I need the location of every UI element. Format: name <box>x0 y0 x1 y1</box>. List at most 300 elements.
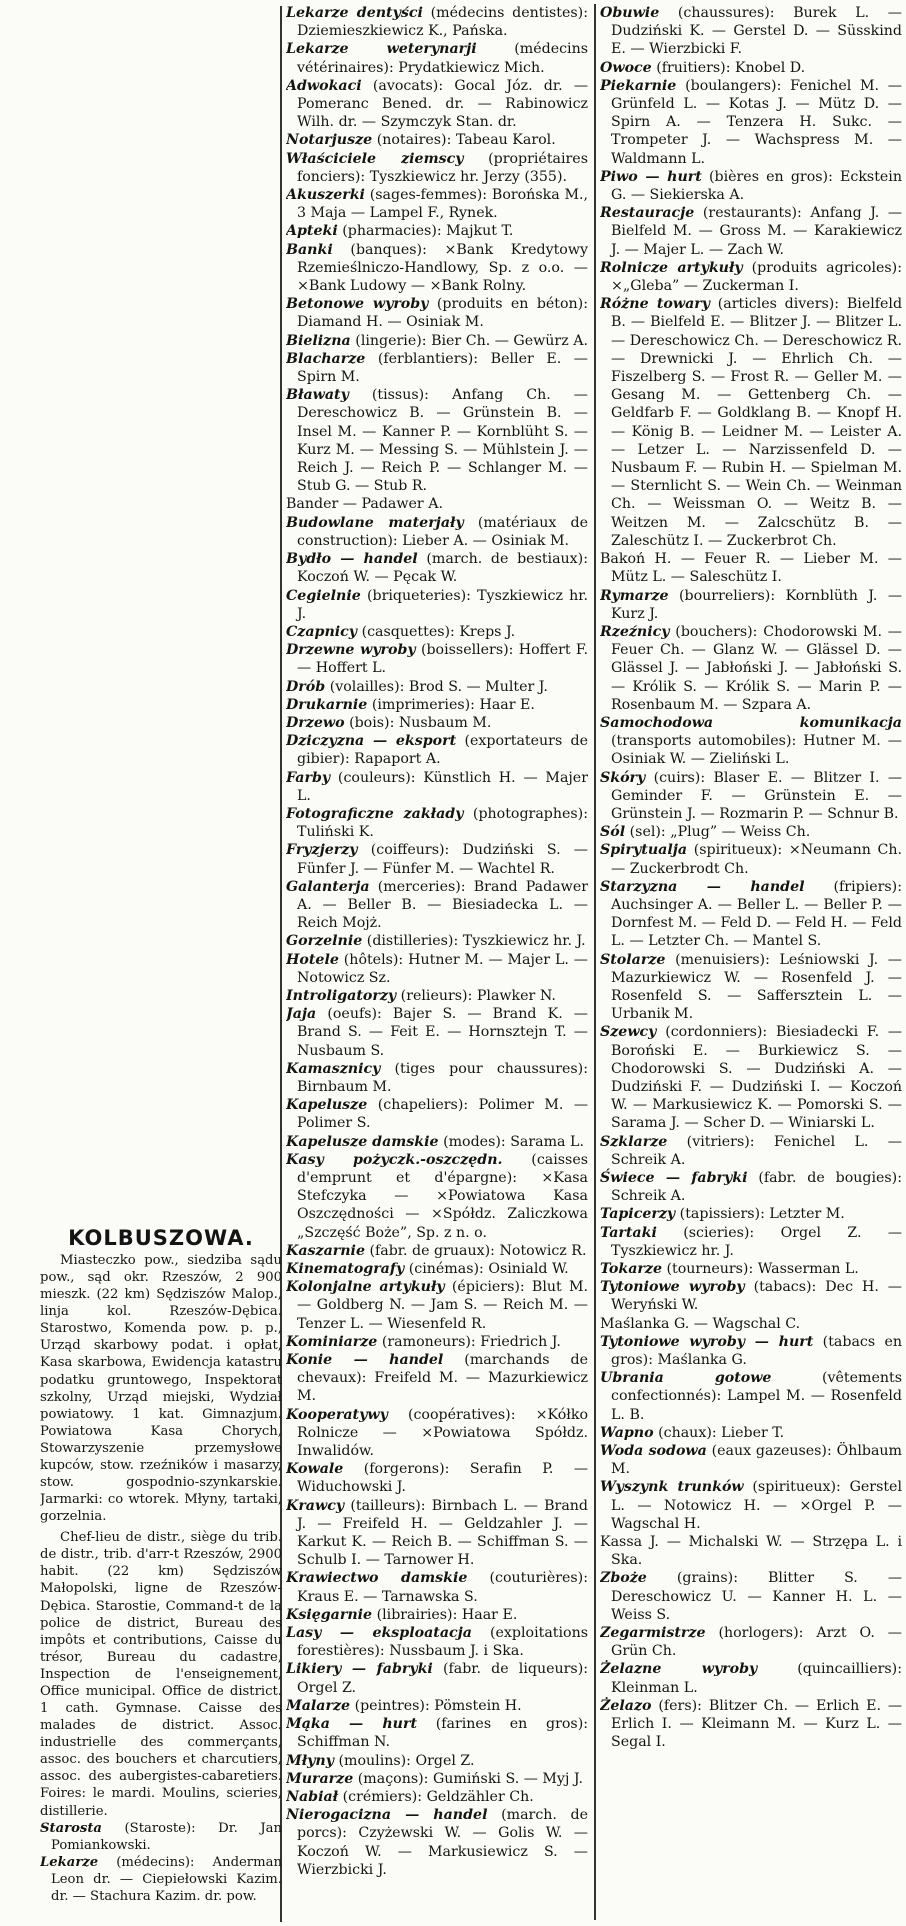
entry-translation: (volailles): <box>329 678 405 695</box>
entry-heading: Drzewne wyroby <box>286 642 416 659</box>
entry-heading: Stolarze <box>600 951 666 968</box>
entry-names: Kleinman L. <box>611 1679 698 1696</box>
entry-translation: (spiritueux): <box>752 1479 841 1496</box>
entry-names: Rapaport A. <box>354 751 441 768</box>
entry-translation: (coiffeurs): <box>370 842 450 859</box>
entry-translation: (fabr. de bougies): <box>758 1170 902 1186</box>
entry-names: Dziemieszkiewicz K., Pańska. <box>297 23 508 40</box>
directory-entry <box>600 1660 902 1696</box>
entry-names: Hutner M. — Majer L. — Notowicz Sz. <box>297 951 588 986</box>
entry-heading: Nierogacizna — handel <box>286 1807 488 1824</box>
entry-translation: (modes): <box>443 1133 506 1150</box>
directory-entry <box>286 40 588 76</box>
directory-entry <box>286 1497 588 1570</box>
entry-names: Kraus E. — Tarnawska S. <box>297 1588 478 1605</box>
entry-translation: (ramoneurs): <box>381 1333 476 1350</box>
entry-heading: Tytoniowe wyroby <box>600 1279 745 1296</box>
entry-heading: Kapelusze damskie <box>286 1133 439 1150</box>
entry-translation: (exportateurs de gibier): <box>297 733 588 768</box>
entry-heading: Właściciele ziemscy <box>286 150 464 167</box>
entry-heading: Piwo — hurt <box>600 168 702 185</box>
entry-heading: Banki <box>286 241 333 258</box>
entry-names: Bakoń H. — Feuer R. — Lieber M. — Mütz L. — Saleschütz I. <box>600 551 902 586</box>
entry-names: „Plug” — Weiss Ch. <box>670 824 811 841</box>
entry-heading: Tapicerzy <box>600 1206 676 1223</box>
entry-translation: (propriétaires fonciers): <box>297 150 588 185</box>
directory-entry <box>600 1478 902 1533</box>
directory-entry <box>600 1315 902 1333</box>
entry-heading: Drzewo <box>286 714 345 731</box>
entry-heading: Dziczyzna — eksport <box>286 733 457 750</box>
entry-translation: (fripiers): <box>833 878 902 895</box>
entry-names: Notowicz R. <box>499 1242 587 1259</box>
directory-entry <box>600 1533 902 1569</box>
entry-heading: Krawcy <box>286 1497 345 1514</box>
entry-names: Haar E. <box>479 696 535 713</box>
entry-names: Auchsinger A. — Beller L. — Beller P. — Dornfest M. — Feld D. — Feld H. — Feld L. — Letzter Ch. — Mantel S. <box>611 896 902 950</box>
entry-translation: (articles divers): <box>717 296 840 313</box>
entry-names: Friedrich J. <box>480 1333 561 1350</box>
entry-names: Beller E. — Spirn M. <box>297 350 588 386</box>
directory-entry <box>286 1351 588 1406</box>
directory-entry <box>286 1697 588 1715</box>
entry-translation: (grains): <box>676 1570 738 1587</box>
entry-names: Sarama L. <box>510 1133 584 1150</box>
entry-names: Majkut T. <box>446 223 514 240</box>
entry-translation: (cinémas): <box>408 1261 484 1278</box>
entry-names: Pömstein H. <box>434 1697 522 1714</box>
entry-names: Fenichel M. — Grünfeld L. — Kotas J. — Mütz D. — Spirn A. — Tenzera H. Sukc. — Trompeter J. — Wachspress M. — Waldmann L. <box>611 77 902 167</box>
directory-entry <box>600 1624 902 1660</box>
directory-entry <box>600 550 902 586</box>
entry-heading: Lekarze weterynarji <box>286 41 477 58</box>
directory-entry <box>600 823 902 841</box>
entry-translation: (spiritueux): <box>693 842 783 859</box>
entry-heading: Notarjusze <box>286 132 373 149</box>
directory-entry <box>600 295 902 550</box>
directory-entry <box>600 1442 902 1478</box>
entry-translation: (couturières): <box>489 1570 588 1587</box>
entry-heading: Rymarze <box>600 587 669 604</box>
entry-names: Gerstel L. — Notowicz H. — ×Orgel P. — Wagschal H. <box>611 1479 902 1532</box>
entry-translation: (scieries): <box>683 1224 755 1241</box>
entry-names: Schreik A. <box>611 1188 686 1205</box>
directory-entry <box>286 1333 588 1351</box>
entry-translation: (lingerie): <box>355 332 427 349</box>
entry-heading: Kinematografy <box>286 1261 405 1278</box>
entry-names: Geldzähler Ch. <box>426 1788 534 1805</box>
entry-translation: (peintres): <box>354 1697 430 1714</box>
entry-heading: Rzeźnicy <box>600 623 670 640</box>
entry-heading: Nabiał <box>286 1788 339 1805</box>
directory-entry <box>600 1205 902 1223</box>
entry-names: Anfang J. — Bielfeld M. — Gross M. — Karakiewicz J. — Majer L. — Zach W. <box>611 205 902 258</box>
entry-translation: (ferblantiers): <box>377 350 479 367</box>
directory-entry <box>286 222 588 240</box>
entry-translation: (farines en gros): <box>435 1716 588 1733</box>
directory-entry <box>600 1697 902 1752</box>
entry-names: Koczoń W. — Pęcak W. <box>297 569 458 586</box>
entry-translation: (transports automobiles): <box>611 733 797 750</box>
entry-heading: Tytoniowe wyroby — hurt <box>600 1333 814 1350</box>
entry-heading: Żelazne wyroby <box>600 1661 758 1678</box>
directory-entry <box>286 1005 588 1060</box>
entry-heading: Zboże <box>600 1570 647 1587</box>
entry-names: Lieber A. — Osiniak M. <box>402 532 570 549</box>
entry-names: Bajer S. — Brand K. — Brand S. — Feit E. — Hornsztejn T. — Nusbaum S. <box>297 1006 588 1059</box>
entry-names: Tyszkiewicz hr. Jerzy (355). <box>369 168 567 185</box>
entry-names: Serafin P. — Widuchowski J. <box>297 1461 588 1496</box>
entry-translation: (épiciers): <box>451 1279 525 1296</box>
directory-entry <box>286 1752 588 1770</box>
entry-names: Arzt O. — Grün Ch. <box>611 1625 902 1660</box>
entry-translation: (vitriers): <box>686 1133 755 1150</box>
entry-names: Dr. Jan Pomiankowski. <box>51 1820 282 1853</box>
directory-entry <box>600 168 902 204</box>
directory-entry <box>286 732 588 768</box>
entry-translation: (bières en gros): <box>708 168 833 185</box>
directory-entry <box>286 623 588 641</box>
directory-entry <box>286 332 588 350</box>
entry-translation: (tapissiers): <box>679 1206 765 1223</box>
directory-entry <box>600 714 902 769</box>
entry-names: Öhlbaum M. <box>611 1443 902 1478</box>
entry-translation: (chapeliers): <box>377 1097 469 1114</box>
entry-translation: (médecins): <box>116 1854 195 1870</box>
directory-entry <box>600 951 902 1024</box>
entry-heading: Młyny <box>286 1752 334 1769</box>
entry-names: Prydatkiewicz Mich. <box>398 59 545 76</box>
directory-entry <box>286 641 588 677</box>
entry-translation: (exploitations forestières): <box>297 1625 588 1660</box>
town-heading: KOLBUSZOWA. <box>68 1226 254 1250</box>
entry-names: Wasserman L. <box>757 1261 859 1278</box>
entry-heading: Akuszerki <box>286 187 365 204</box>
entry-translation: (relieurs): <box>400 987 473 1004</box>
entry-heading: Obuwie <box>600 5 660 21</box>
entry-heading: Fotograficzne zakłady <box>286 805 464 822</box>
entry-heading: Hotele <box>286 951 339 968</box>
entry-names: Hoffert F. — Hoffert L. <box>297 642 588 677</box>
entry-heading: Starosta <box>40 1820 102 1836</box>
entry-heading: Kasy pożyczk.-oszczędn. <box>286 1151 503 1168</box>
entry-names: Fenichel L. — Schreik A. <box>611 1133 902 1168</box>
entry-heading: Samochodowa komunikacja <box>600 714 902 731</box>
entry-heading: Ubrania gotowe <box>600 1370 772 1387</box>
entry-translation: (tourneurs): <box>666 1261 754 1278</box>
entry-translation: (maçons): <box>357 1770 429 1787</box>
entry-translation: (quincailliers): <box>797 1661 902 1678</box>
directory-entry <box>600 1133 902 1169</box>
entry-translation: (produits agricoles): <box>751 259 902 276</box>
directory-entry <box>600 4 902 59</box>
entry-heading: Cegielnie <box>286 587 361 604</box>
entry-heading: Introligatorzy <box>286 987 397 1004</box>
directory-entry <box>286 77 588 132</box>
entry-names: Tuliński K. <box>297 824 374 841</box>
entry-translation: (coopératives): <box>407 1406 516 1423</box>
directory-entry <box>286 131 588 149</box>
entry-translation: (distilleries): <box>366 933 459 950</box>
entry-names: Nussbaum J. i Ska. <box>389 1643 524 1660</box>
entry-names: Gumiński S. — Myj J. <box>432 1770 583 1787</box>
entry-names: Lampel M. — Rosenfeld L. B. <box>611 1388 902 1423</box>
directory-entry <box>600 841 902 877</box>
entry-names: Orgel Z. <box>415 1752 475 1769</box>
entry-heading: Kaszarnie <box>286 1242 365 1259</box>
entry-heading: Piekarnie <box>600 77 677 94</box>
entry-heading: Gorzelnie <box>286 933 363 950</box>
directory-entry <box>600 259 902 295</box>
entry-translation: (tissus): <box>371 387 429 404</box>
entry-heading: Lekarze <box>40 1854 99 1870</box>
entry-heading: Farby <box>286 769 331 786</box>
directory-entry <box>286 514 588 550</box>
entry-names: Haar E. <box>461 1606 518 1623</box>
column-left <box>40 1226 282 1916</box>
entry-translation: (oeufs): <box>327 1006 382 1023</box>
entry-heading: Szewcy <box>600 1024 657 1041</box>
entry-translation: (boissellers): <box>420 642 514 659</box>
entry-names: Borońska M., 3 Maja — Lampel F., Rynek. <box>297 187 588 222</box>
entry-names: Schiffman N. <box>297 1734 390 1751</box>
entry-heading: Betonowe wyroby <box>286 296 429 313</box>
directory-entry <box>286 495 588 513</box>
directory-entry <box>286 1133 588 1151</box>
entry-heading: Zegarmistrze <box>600 1625 706 1642</box>
column-right <box>600 4 902 1920</box>
directory-entry <box>600 1569 902 1624</box>
entry-translation: (eaux gazeuses): <box>711 1443 832 1460</box>
entry-names: Lieber T. <box>721 1424 785 1441</box>
entry-translation: (médecins vétérinaires): <box>297 41 588 76</box>
directory-entry <box>600 1278 902 1314</box>
entry-translation: (Staroste): <box>124 1820 196 1836</box>
entry-translation: (librairies): <box>376 1606 458 1623</box>
entry-translation: (tabacs en gros): <box>611 1333 902 1369</box>
entry-translation: (chaussures): <box>677 5 775 21</box>
entry-names: Maślanka G. <box>657 1352 747 1369</box>
entry-heading: Owoce <box>600 59 652 76</box>
directory-entry <box>600 769 902 824</box>
directory-entry <box>286 1770 588 1788</box>
entry-heading: Fryzjerzy <box>286 842 358 859</box>
directory-entry <box>286 1569 588 1605</box>
directory-entry <box>286 241 588 296</box>
entry-heading: Bielizna <box>286 332 351 349</box>
directory-entry <box>286 1715 588 1751</box>
entry-translation: (cordonniers): <box>665 1024 768 1041</box>
entry-names: Kassa J. — Michalski W. — Strzępa L. i Ska. <box>600 1534 902 1569</box>
directory-entry <box>286 1406 588 1461</box>
directory-entry <box>286 951 588 987</box>
column-middle <box>286 4 588 1920</box>
entry-heading: Lasy — eksploatacja <box>286 1625 472 1642</box>
directory-entry <box>286 1460 588 1496</box>
entry-translation: (banques): <box>350 241 427 258</box>
entry-heading: Czapnicy <box>286 623 358 640</box>
entry-translation: (horlogers): <box>718 1625 804 1642</box>
town-description-fr: Chef-lieu de distr., siège du trib. de distr., trib. d'arr-t Rzeszów, 2900 habit. (22 km) Sędziszów Małopolski, ligne de Rzeszów-Dębica. Starostie, Command-t de la police de district, Bureau des impôts et contributions, Caisse du trésor, Bureau du cadastre, Inspection de l'enseignement, Office municipal. Office de district. 1 cath. Gymnase. Caisse des malades de district. Assoc. industrielle des commerçants, assoc. des bouchers et charcutiers, assoc. des aubergistes-cabaretiers. Foires: le mardi. Moulins, scieries, distillerie. <box>40 1530 282 1819</box>
entry-translation: (march. de porcs): <box>297 1807 588 1842</box>
entry-translation: (fabr. de liqueurs): <box>442 1661 588 1678</box>
directory-entry <box>286 1151 588 1242</box>
directory-entry <box>286 386 588 495</box>
entry-names: Tyszkiewicz hr. J. <box>297 587 588 622</box>
entry-translation: (forgerons): <box>363 1461 450 1478</box>
entry-names: Osiniald W. <box>488 1261 569 1278</box>
entry-translation: (bois): <box>349 714 395 731</box>
entry-names: Anfang Ch. — Dereschowicz B. — Grünstein B. — Insel M. — Kanner P. — Kornblüht S. — Kurz M. — Messing S. — Mühlstein J. — Reich J. — Reich P. — Schlanger M. — Stub G. — Stub R. <box>297 387 588 495</box>
entry-translation: (chaux): <box>658 1424 717 1441</box>
entry-names: Polimer M. — Polimer S. <box>297 1097 588 1132</box>
entry-names: Leśniowski J. — Mazurkiewicz W. — Rosenfeld J. — Rosenfeld S. — Saffersztein L. — Urbanik M. <box>611 951 902 1023</box>
entry-translation: (bourreliers): <box>679 587 776 604</box>
entry-translation: (bouchers): <box>675 623 758 640</box>
directory-entry <box>286 805 588 841</box>
directory-entry <box>286 932 588 950</box>
directory-entry <box>286 878 588 933</box>
entry-heading: Woda sodowa <box>600 1443 707 1460</box>
directory-entry <box>286 1806 588 1879</box>
entry-heading: Kowale <box>286 1461 344 1478</box>
entry-names: Plawker N. <box>476 987 556 1004</box>
entry-translation: (matériaux de construction): <box>297 514 588 549</box>
entry-translation: (vêtements confectionnés): <box>611 1370 902 1405</box>
entry-heading: Likiery — fabryki <box>286 1661 433 1678</box>
entry-heading: Mąka — hurt <box>286 1716 418 1733</box>
entry-names: Gocal Józ. dr. — Pomeranc Bened. dr. — Rabinowicz Wilh. dr. — Szymczyk Stan. dr. <box>297 77 588 131</box>
entry-heading: Murarze <box>286 1770 354 1787</box>
entry-names: Bander — Padawer A. <box>286 496 443 513</box>
entry-translation: (fers): <box>658 1697 702 1714</box>
directory-entry <box>286 1096 588 1132</box>
entry-names: ×Bank Kredytowy Rzemieślniczo-Handlowy, Sp. z o.o. — ×Bank Ludowy — ×Bank Rolny. <box>297 241 588 295</box>
directory-entry <box>286 1278 588 1333</box>
entry-translation: (sages-femmes): <box>369 187 488 204</box>
entry-names: Birnbaum M. <box>297 1078 392 1095</box>
directory-entry <box>600 587 902 623</box>
entry-translation: (briqueteries): <box>366 587 471 604</box>
entry-heading: Wapno <box>600 1424 654 1441</box>
entry-translation: (march. de bestiaux): <box>426 551 588 568</box>
entry-list <box>600 4 902 1752</box>
directory-entry <box>286 1788 588 1806</box>
entry-heading: Skóry <box>600 769 646 786</box>
entry-names: Künstlich H. — Majer L. <box>297 769 588 804</box>
entry-names: Birnbach L. — Brand J. — Freifeld H. — Geldzahler J. — Karkut K. — Reich B. — Schiffman S. — Schulb I. — Tarnower H. <box>297 1497 588 1569</box>
directory-entry <box>286 769 588 805</box>
directory-entry <box>286 987 588 1005</box>
entry-heading: Rolnicze artykuły <box>600 259 743 276</box>
directory-entry <box>600 77 902 168</box>
town-description-pl: Miasteczko pow., siedziba sądu pow., sąd okr. Rzeszów, 2 900 mieszk. (22 km) Sędziszów Malop., linja kol. Rzeszów-Dębica. Starostwo, Komenda pow. p. p., Urząd skarbowy podat. i opłat, Kasa skarbowa, Ewidencja katastru podatku gruntowego, Inspektorat szkolny, Urząd miejski, Wydział powiatowy. 1 kat. Gimnazjum. Powiatowa Kasa Chorych, Stowarzyszenie przemysłowe kupców, stow. rzeźników i masarzy, stow. gospodnio-szynkarskie. Jarmarki: co wtorek. Młyny, tartaki, gorzelnia. <box>40 1253 282 1525</box>
directory-entry <box>600 1224 902 1260</box>
entry-names: Diamand H. — Osiniak M. <box>297 314 484 331</box>
entry-translation: (cuirs): <box>653 769 706 786</box>
entry-names: ×Kasa Stefczyka — ×Powiatowa Kasa Oszczędności — ×Spółdz. Zaliczkowa „Szczęść Boże”, Sp. z n. o. <box>297 1170 588 1241</box>
entry-names: Freifeld M. — Mazurkiewicz M. <box>297 1370 588 1405</box>
entry-heading: Różne towary <box>600 296 710 313</box>
entry-names: ×Kółko Rolnicze — ×Powiatowa Spółdz. Inwalidów. <box>297 1406 588 1460</box>
directory-entry <box>286 696 588 714</box>
directory-entry <box>600 878 902 951</box>
entry-heading: Świece — fabryki <box>600 1170 748 1186</box>
entry-heading: Galanterja <box>286 878 370 895</box>
entry-translation: (marchands de chevaux): <box>297 1352 588 1387</box>
entry-names: Dec H. — Weryński W. <box>611 1279 902 1314</box>
entry-translation: (restaurants): <box>702 205 802 222</box>
entry-names: Blitter S. — Dereschowicz U. — Kanner H. L. — Weiss S. <box>611 1570 902 1623</box>
entry-heading: Sól <box>600 824 626 841</box>
entry-heading: Malarze <box>286 1697 351 1714</box>
entry-heading: Kominiarze <box>286 1333 378 1350</box>
directory-entry <box>286 714 588 732</box>
entry-names: ×Neumann Ch. — Zuckerbrodt Ch. <box>611 842 902 877</box>
entry-names: Brand Padawer A. — Beller B. — Biesiadecka L. — Reich Mojż. <box>297 878 588 932</box>
entry-translation: (pharmacies): <box>342 223 442 240</box>
entry-names: Dudziński S. — Fünfer J. — Fünfer M. — Wachtel R. <box>297 842 588 877</box>
entry-names: Kreps J. <box>459 623 516 640</box>
entry-heading: Kolonjalne artykuły <box>286 1279 445 1296</box>
directory-entry <box>600 1333 902 1369</box>
directory-entry <box>286 350 588 386</box>
directory-entry <box>286 1660 588 1696</box>
entry-translation: (imprimeries): <box>371 696 475 713</box>
entry-heading: Konie — handel <box>286 1352 444 1369</box>
entry-heading: Apteki <box>286 223 338 240</box>
entry-heading: Tokarze <box>600 1261 662 1278</box>
directory-entry <box>286 295 588 331</box>
entry-translation: (médecins dentistes): <box>430 5 588 21</box>
entry-heading: Starzyzna — handel <box>600 878 805 895</box>
entry-names: Tyszkiewicz hr. J. <box>462 933 586 950</box>
entry-heading: Krawiectwo damskie <box>286 1570 468 1587</box>
directory-entry <box>600 623 902 714</box>
entry-translation: (tailleurs): <box>350 1497 426 1514</box>
directory-entry <box>40 1854 282 1905</box>
directory-entry <box>600 204 902 259</box>
entry-names: Orgel Z. <box>297 1679 357 1696</box>
column-rule <box>594 4 596 1920</box>
directory-entry <box>600 1260 902 1278</box>
entry-heading: Adwokaci <box>286 77 362 94</box>
entry-names: ×„Gleba” — Zuckerman I. <box>611 278 799 295</box>
directory-entry <box>600 1369 902 1424</box>
entry-list <box>286 4 588 1879</box>
entry-translation: (moulins): <box>338 1752 411 1769</box>
entry-heading: Wyszynk trunków <box>600 1479 744 1496</box>
entry-names: Czyżewski W. — Golis W. — Koczoń W. — Markusiewicz S. — Wierzbicki J. <box>297 1825 588 1878</box>
entry-heading: Kooperatywy <box>286 1406 388 1423</box>
entry-translation: (photographes): <box>472 805 588 822</box>
directory-entry <box>286 150 588 186</box>
entry-names: Blaser E. — Blitzer I. — Geminder F. — Grünstein E. — Grünstein J. — Rozmarin P. — Schnur B. <box>611 769 902 822</box>
entry-names: Maślanka G. — Wagschal C. <box>600 1315 801 1332</box>
directory-entry <box>286 186 588 222</box>
entry-names: Kornblüth J. — Kurz J. <box>611 587 902 622</box>
entry-translation: (couleurs): <box>337 769 416 786</box>
entry-heading: Księgarnie <box>286 1606 373 1623</box>
entry-names: Burek L. — Dudziński K. — Gerstel D. — Süsskind E. — Wierzbicki F. <box>611 5 902 58</box>
entry-translation: (casquettes): <box>361 623 455 640</box>
entry-heading: Żelazo <box>600 1697 652 1714</box>
entry-names: Nusbaum M. <box>398 714 492 731</box>
directory-entry <box>286 587 588 623</box>
entry-names: Bielfeld B. — Bielfeld E. — Blitzer J. — Blitzer L. — Dereschowicz Ch. — Dereschowicz R. — Drewnicki J. — Ehrlich Ch. — Fiszelberg S. — Frost R. — Geller M. — Gesang M. — Gettenberg Ch. — Geldfarb F. — Goldklang B. — Knopf H. — König B. — Leidner M. — Leister A. — Letzer L. — Narzissenfeld D. — Nusbaum F. — Rubin H. — Spielman M. — Sternlicht S. — Wein Ch. — Weinman Ch. — Weissman O. — Weitz B. — Weitzen M. — Zalcschütz B. — Zaleschütz I. — Zuckerbrot Ch. <box>611 296 902 549</box>
entry-translation: (produits en béton): <box>436 296 588 313</box>
entry-names: Eckstein G. — Siekierska A. <box>611 168 902 204</box>
